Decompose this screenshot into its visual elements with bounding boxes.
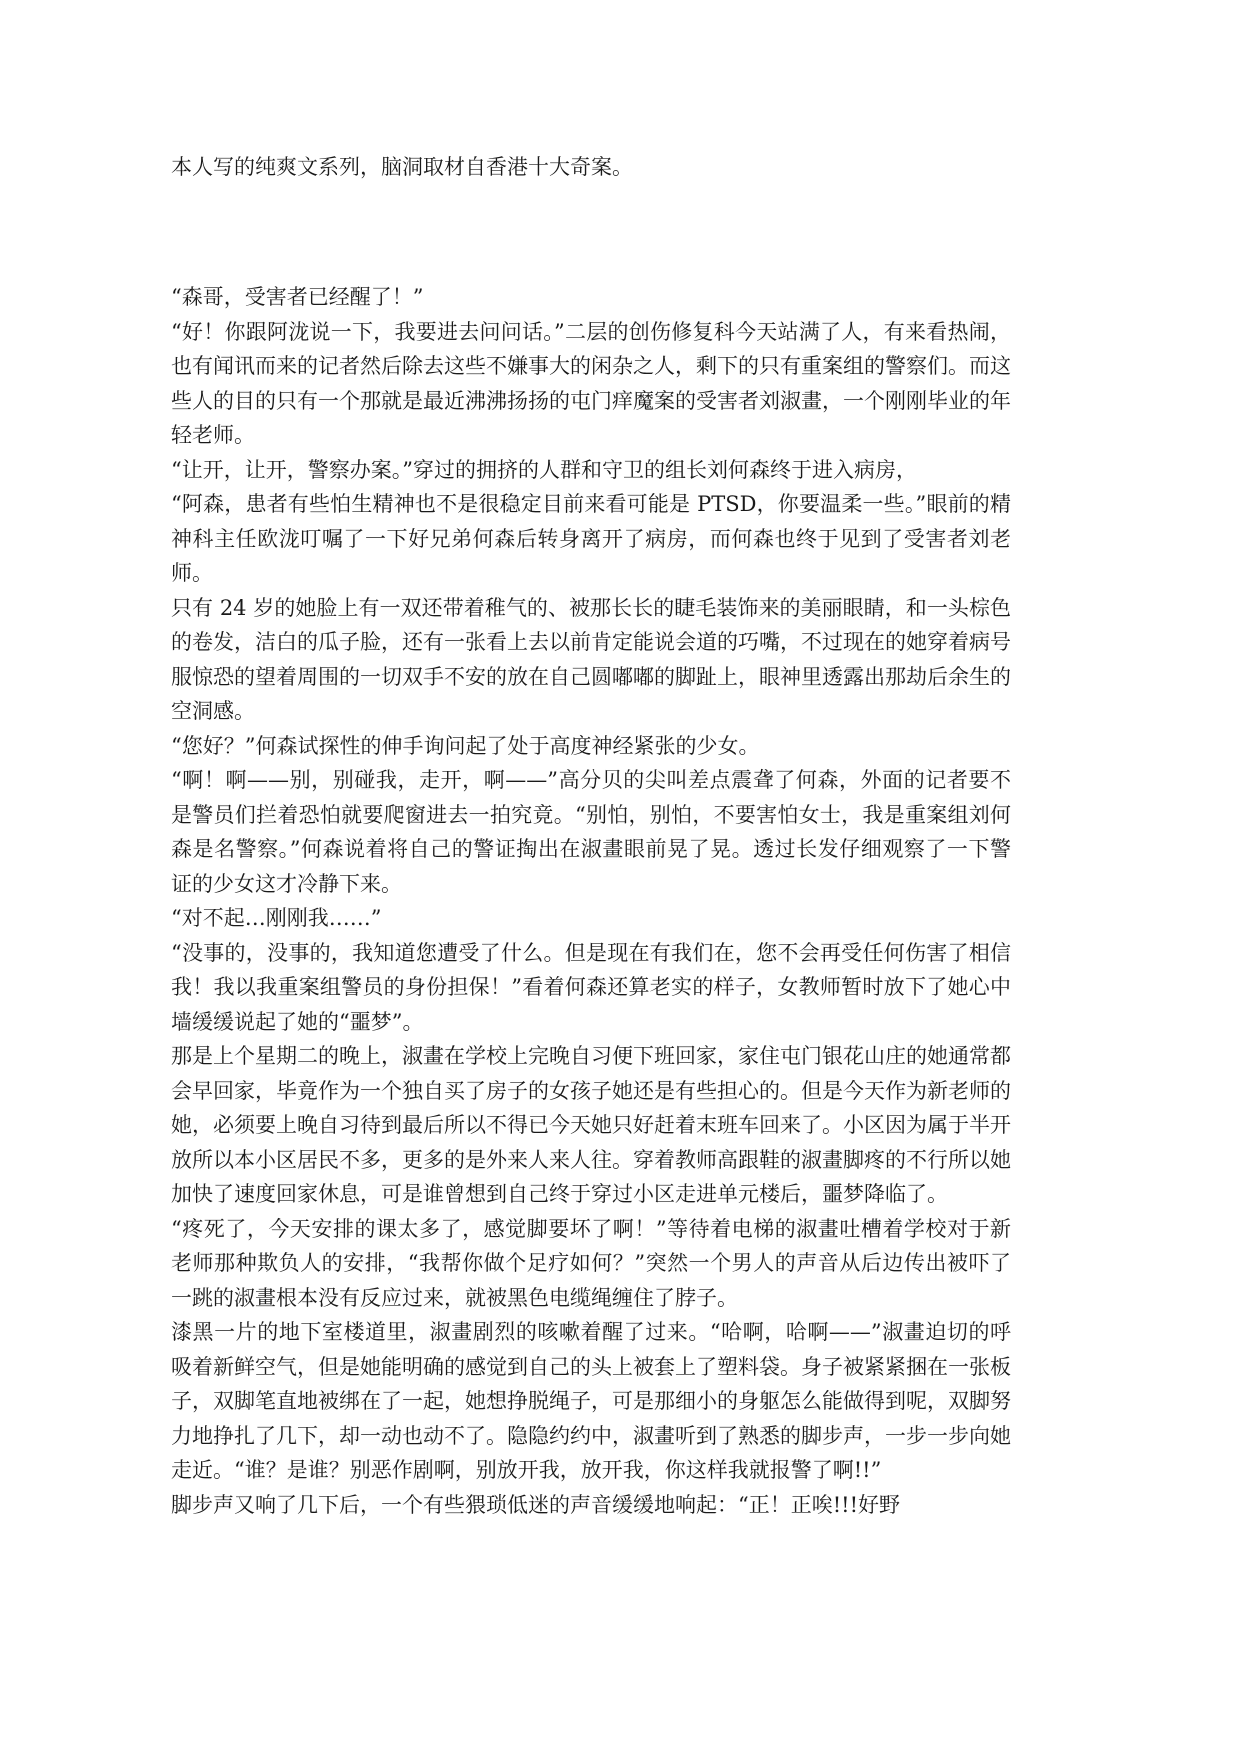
story-paragraph: “让开，让开，警察办案。”穿过的拥挤的人群和守卫的组长刘何森终于进入病房， [171, 457, 917, 482]
story-paragraph: “没事的，没事的，我知道您遭受了什么。但是现在有我们在，您不会再受任何伤害了相信我！我以我重案组警员的身份担保！”看着何森还算老实的样子，女教师暂时放下了她心中墙缓缓说起了她的“噩梦”。 [171, 940, 1011, 1034]
story-paragraph: “啊！啊——别，别碰我，走开，啊——”高分贝的尖叫差点震聋了何森，外面的记者要不是警员们拦着恐怕就要爬窗进去一拍究竟。“别怕，别怕，不要害怕女士，我是重案组刘何森是名警察。”何森说着将自己的警证掏出在淑畫眼前晃了晃。透过长发仔细观察了一下警证的少女这才冷静下来。 [171, 768, 1011, 896]
story-paragraph: 那是上个星期二的晚上，淑畫在学校上完晚自习便下班回家，家住屯门银花山庄的她通常都会早回家，毕竟作为一个独自买了房子的女孩子她还是有些担心的。但是今天作为新老师的她，必须要上晚自习待到最后所以不得已今天她只好赶着末班车回来了。小区因为属于半开放所以本小区居民不多，更多的是外来人来人往。穿着教师高跟鞋的淑畫脚疼的不行所以她加快了速度回家休息，可是谁曾想到自己终于穿过小区走进单元楼后，噩梦降临了。 [171, 1044, 1011, 1206]
story-paragraph: “好！你跟阿泷说一下，我要进去问问话。”二层的创伤修复科今天站满了人，有来看热闹，也有闻讯而来的记者然后除去这些不嫌事大的闲杂之人，剩下的只有重案组的警察们。而这些人的目的只有一个那就是最近沸沸扬扬的屯门痒魔案的受害者刘淑畫，一个刚刚毕业的年轻老师。 [171, 319, 1011, 447]
story-paragraph: “您好？”何森试探性的伸手询问起了处于高度神经紧张的少女。 [171, 733, 760, 758]
story-paragraph: 只有 24 岁的她脸上有一双还带着稚气的、被那长长的睫毛装饰来的美丽眼睛，和一头棕色的卷发，洁白的瓜子脸，还有一张看上去以前肯定能说会道的巧嘴，不过现在的她穿着病号服惊恐的望着周围的一切双手不安的放在自己圆嘟嘟的脚趾上，眼神里透露出那劫后余生的空洞感。 [171, 595, 1011, 723]
story-paragraph: “对不起…刚刚我……” [171, 906, 382, 930]
story-paragraph: 脚步声又响了几下后，一个有些猥琐低迷的声音缓缓地响起：“正！正唉!!!好野 [171, 1492, 901, 1517]
story-paragraph: 漆黑一片的地下室楼道里，淑畫剧烈的咳嗽着醒了过来。“哈啊，哈啊——”淑畫迫切的呼吸着新鲜空气，但是她能明确的感觉到自己的头上被套上了塑料袋。身子被紧紧捆在一张板子，双脚笔直地被绑在了一起，她想挣脱绳子，可是那细小的身躯怎么能做得到呢，双脚努力地挣扎了几下，却一动也动不了。隐隐约约中，淑畫听到了熟悉的脚步声，一步一步向她走近。“谁？是谁？别恶作剧啊，别放开我，放开我，你这样我就报警了啊!!” [171, 1320, 1011, 1482]
story-paragraph: “森哥，受害者已经醒了！” [171, 285, 424, 309]
intro-paragraph: 本人写的纯爽文系列，脑洞取材自香港十大奇案。 [171, 155, 633, 179]
story-body [171, 280, 1011, 1522]
story-paragraph: “阿森，患者有些怕生精神也不是很稳定目前来看可能是 PTSD，你要温柔一些。”眼前的精神科主任欧泷叮嘱了一下好兄弟何森后转身离开了病房，而何森也终于见到了受害者刘老师。 [171, 492, 1011, 585]
intro-block [171, 150, 1011, 185]
story-paragraph: “疼死了，今天安排的课太多了，感觉脚要坏了啊！”等待着电梯的淑畫吐槽着学校对于新老师那种欺负人的安排，“我帮你做个足疗如何？”突然一个男人的声音从后边传出被吓了一跳的淑畫根本没有反应过来，就被黑色电缆绳缠住了脖子。 [171, 1216, 1011, 1310]
